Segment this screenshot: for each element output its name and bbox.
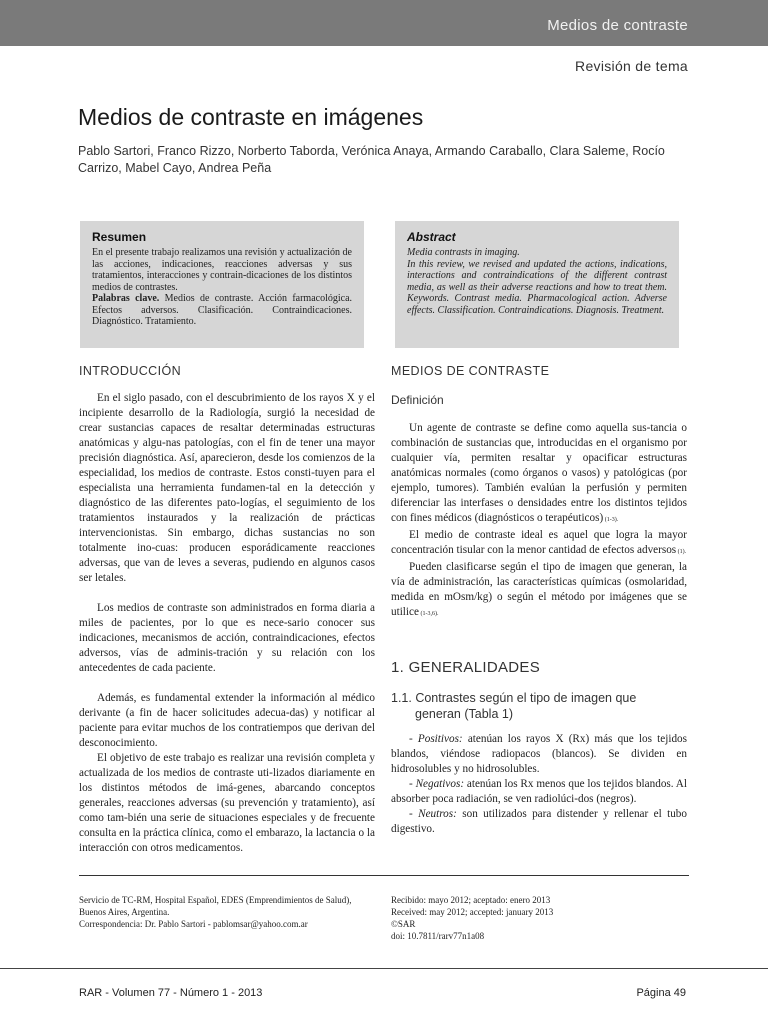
positivos-text: atenúan los rayos X (Rx) más que los tejidos blandos, viéndose radiopacos (blancos). Se dividen en hidrosolubles y no hidrosolubles.	[391, 733, 687, 775]
intro-paragraph-4: El objetivo de este trabajo es realizar una revisión completa y actualizada de los medios de contraste uti-lizados diariamente en los distintos métodos de imá-genes, abarcando conceptos generales, reacciones adversas (su prevención y tratamiento), así como tam-bién una serie de situaciones especiales y de frecuente consulta en la práctica clínica, como el embarazo, la lactancia o la interacción con otros medicamentos.	[79, 752, 375, 854]
doi: doi: 10.7811/rarv77n1a08	[391, 931, 485, 941]
intro-paragraph-1: En el siglo pasado, con el descubrimiento de los rayos X y el incipiente desarrollo de la Radiología, surgió la necesidad de crear sustancias capaces de resaltar determinadas estructuras anatómicas y algu-nas patologías, con el fin de tener una mayor precisión diagnóstica. Así, aparecieron, desde los comienzos de la especialidad, los medios de contraste. Estos consti-tuyen para el especialista una herramienta fundamen-tal en la detección y diagnóstico de las diferentes pato-logías, el seguimiento de los tratamientos instaurados y la realización de prácticas intervencionistas. Sin embargo, dichas sustancias no son totalmente ino-cuas: producen esporádicamente reacciones adversas, que van de leves a severas, pudiendo en algunos casos ser letales.	[79, 392, 375, 584]
intro-heading: INTRODUCCIÓN	[79, 364, 182, 378]
definicion-subheading: Definición	[391, 393, 444, 407]
affiliation-text: Servicio de TC-RM, Hospital Español, EDES (Emprendimientos de Salud), Buenos Aires, Argentina.	[79, 895, 352, 917]
positivos-label: - Positivos:	[409, 733, 463, 745]
intro-paragraph-2: Los medios de contraste son administrados en forma diaria a miles de pacientes, por lo que es nece-sario conocer sus indicaciones, mecanismos de acción, contraindicaciones, efectos adversos, vías de adminis-tración y su relación con los antecedentes de cada paciente.	[79, 602, 375, 674]
resumen-box	[80, 221, 364, 348]
intro-paragraph-3: Además, es fundamental extender la información al médico derivante (a fin de hacer solicitudes adecua-das) y notificar al paciente para evitar muchos de los contratiempos que derivan del desconocimiento.	[79, 692, 375, 749]
neutros-label: - Neutros:	[409, 808, 457, 820]
keywords-label: Palabras clave.	[92, 293, 160, 304]
citation: (1-3).	[603, 517, 619, 523]
article-type-label: Revisión de tema	[575, 58, 688, 74]
medios-paragraph-2-text: El medio de contraste ideal es aquel que logra la mayor concentración tisular con la menor cantidad de efectos adversos	[391, 529, 687, 556]
abstract-body: In this review, we revised and updated the actions, indications, interactions and contraindications of the different contrast media, as well as their adverse reactions and how to treat them. Keywords. Contrast media. Pharmacological action. Adverse effects. Classification. Contraindications. Diagnosis. Treatment.	[407, 258, 667, 316]
medios-paragraph-1-text: Un agente de contraste se define como aquella sus-tancia o combinación de sustancias que, introducidas en el organismo por cualquier vía, permiten resaltar y opacificar estructuras anatómicas normales (como órganos o vasos) y patológicas (por ejemplo, tumores). También evalúan la perfusión y permiten diferenciar las interfases o densidades entre los distintos tejidos con fines médicos (diagnósticos o terapéuticos)	[391, 422, 687, 524]
intro-column	[79, 391, 375, 856]
abstract-heading: Abstract	[407, 230, 456, 244]
resumen-body: En el presente trabajo realizamos una revisión y actualización de las acciones, indicaciones, reacciones adversas y sus tratamientos, interacciones y contrain-dicaciones de los distintos medios de contrastes.	[92, 247, 352, 293]
article-title: Medios de contraste en imágenes	[78, 104, 424, 130]
citation: (1-3,6).	[418, 611, 439, 617]
medios-column	[391, 421, 687, 622]
abstract-text	[407, 247, 667, 316]
negativos-label: - Negativos:	[409, 778, 465, 790]
keywords-text: Medios de contraste. Acción farmacológica. Efectos adversos. Clasificación. Contraindicaciones. Diagnóstico. Tratamiento.	[92, 293, 353, 327]
page-number: Página 49	[636, 987, 686, 999]
neutros-item	[391, 807, 687, 837]
journal-volume: RAR - Volumen 77 - Número 1 - 2013	[79, 987, 263, 999]
received-en: Received: may 2012; accepted: january 2013	[391, 907, 554, 917]
neutros-text: son utilizados para distender y rellenar el tubo digestivo.	[391, 808, 687, 835]
citation: (1).	[676, 549, 687, 555]
abstract-subtitle: Media contrasts in imaging.	[407, 247, 520, 258]
negativos-item	[391, 777, 687, 807]
journal-header-bar	[0, 0, 768, 46]
medios-paragraph-3-text: Pueden clasificarse según el tipo de imagen que generan, la vía de administración, las características químicas (osmolaridad, medida en mOsm/kg) o según el método por imágenes que se utilice	[391, 561, 687, 618]
subheading-line-2: generan (Tabla 1)	[415, 707, 513, 721]
negativos-text: atenúan los Rx menos que los tejidos blandos. Al absorber poca radiación, se ven radiolúci-dos (negros).	[391, 778, 687, 805]
generalidades-heading: 1. GENERALIDADES	[391, 659, 541, 676]
resumen-text	[92, 247, 352, 328]
author-list: Pablo Sartori, Franco Rizzo, Norberto Taborda, Verónica Anaya, Armando Caraballo, Clara Saleme, Rocío Carrizo, Mabel Cayo, Andrea Peña	[78, 144, 665, 175]
resumen-heading: Resumen	[92, 230, 147, 244]
positivos-item	[391, 732, 687, 777]
medios-heading: MEDIOS DE CONTRASTE	[391, 364, 550, 378]
journal-section-label: Medios de contraste	[547, 17, 688, 34]
footnote-divider	[79, 875, 689, 876]
generalidades-column	[391, 732, 687, 837]
medios-paragraph-2	[391, 528, 687, 560]
page-footer-divider	[0, 968, 768, 969]
dates-footnote	[391, 894, 681, 942]
abstract-box	[395, 221, 679, 348]
received-es: Recibido: mayo 2012; aceptado: enero 2013	[391, 895, 551, 905]
copyright: ©SAR	[391, 919, 416, 929]
correspondence-text: Correspondencia: Dr. Pablo Sartori - pablomsar@yahoo.com.ar	[79, 919, 308, 929]
medios-paragraph-1	[391, 421, 687, 528]
medios-paragraph-3	[391, 560, 687, 622]
subheading-line-1: 1.1. Contrastes según el tipo de imagen que	[391, 691, 637, 705]
contrast-type-subheading	[391, 690, 681, 722]
affiliation-footnote	[79, 894, 369, 930]
